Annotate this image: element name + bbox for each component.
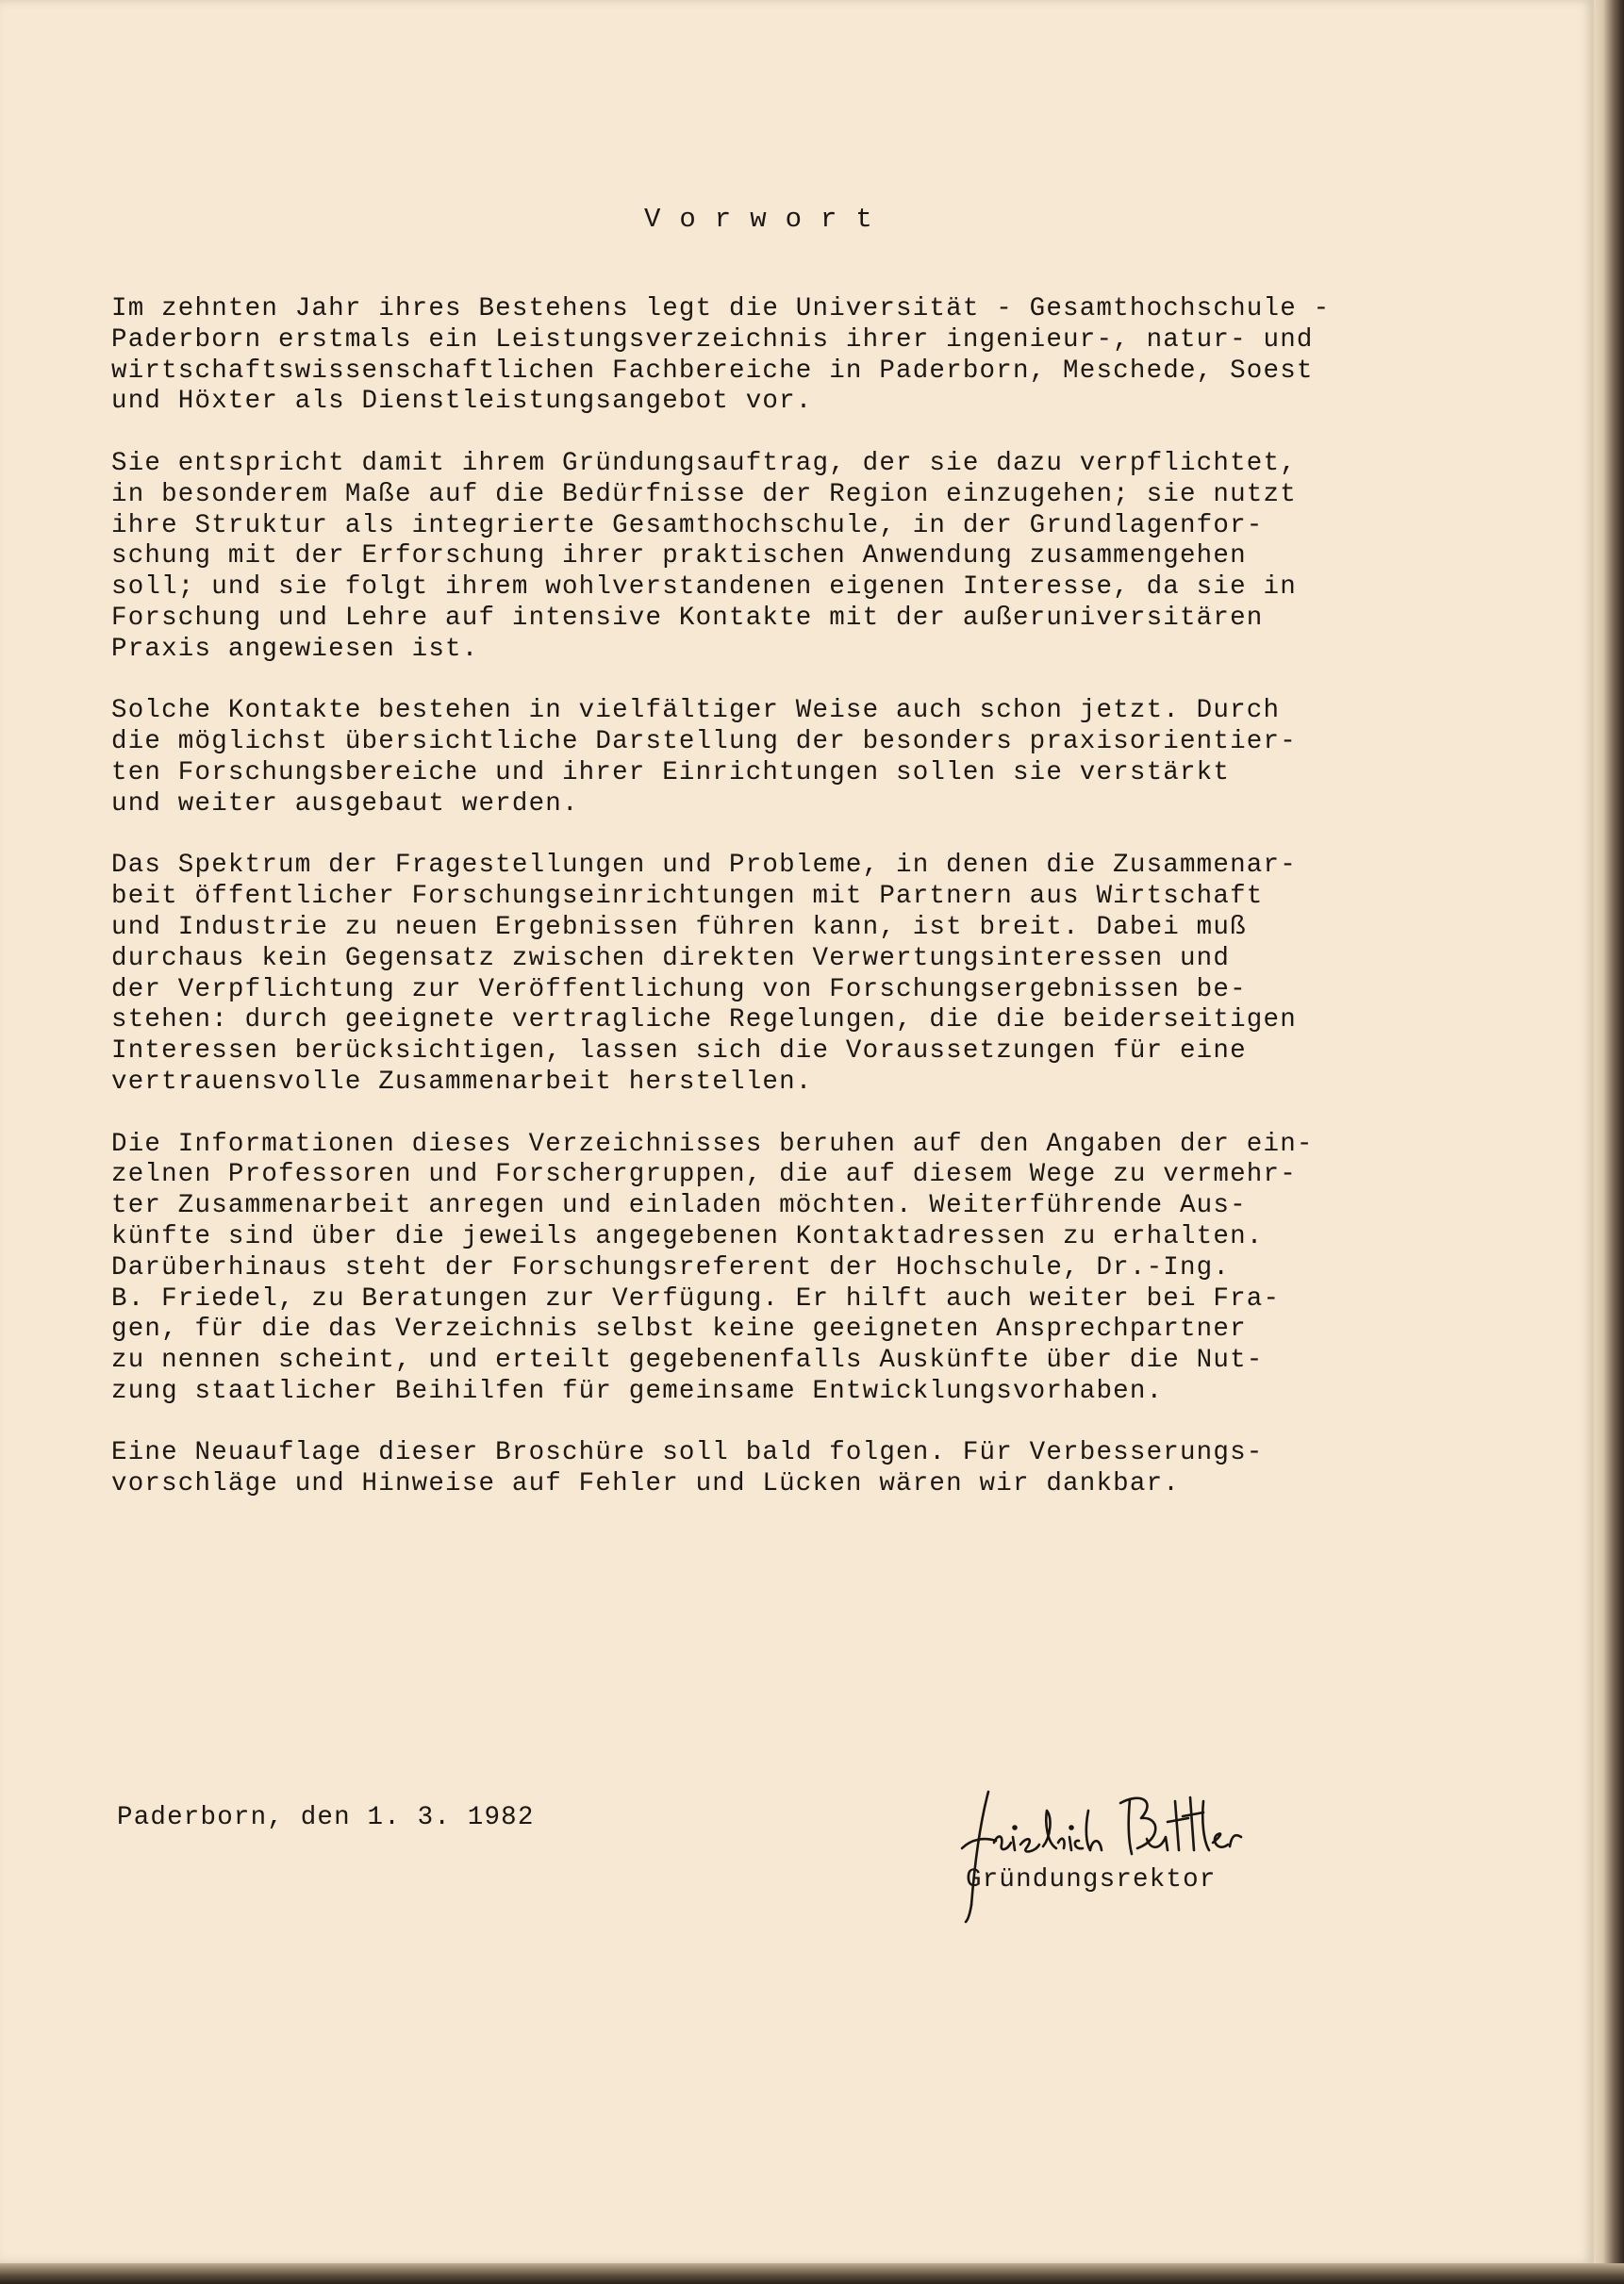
paragraph: Eine Neuauflage dieser Broschüre soll bald folgen. Für Verbesserungs- vorschläge und Hinweise auf Fehler und Lücken wären wir dankbar. — [111, 1438, 1264, 1499]
paragraph: Im zehnten Jahr ihres Bestehens legt die Universität - Gesamthochschule - Paderborn erstmals ein Leistungsverzeichnis ihrer ingenieur-, natur- und wirtschaftswissenschaftlichen Fachbereiche in Paderborn, Meschede, Soest und Höxter als Dienstleistungsangebot vor. — [111, 294, 1331, 417]
paragraph: Das Spektrum der Fragestellungen und Probleme, in denen die Zusammenar- beit öffentlicher Forschungseinrichtungen mit Partnern aus Wirtschaft und Industrie zu neuen Ergebnissen führen kann, ist breit. Dabei muß durchaus kein Gegensatz zwischen direkten Verwertungsinteressen und der Verpflichtung zur Veröffentlichung von Forschungsergebnissen be- stehen: durch geeignete vertragliche Regelungen, die die beiderseitigen Interessen berücksichtigen, lassen sich die Voraussetzungen für eine vertrauensvolle Zusammenarbeit herstellen. — [111, 851, 1297, 1097]
date-line: Paderborn, den 1. 3. 1982 — [117, 1803, 535, 1832]
signer-role: Gründungsrektor — [966, 1865, 1217, 1895]
signature — [953, 1782, 1292, 1924]
paragraph: Die Informationen dieses Verzeichnisses beruhen auf den Angaben der ein- zelnen Professoren und Forschergruppen, die auf diesem Wege zu vermehr- ter Zusammenarbeit anregen und einladen möchten. Weiterführende Aus- künfte sind über die jeweils angegebenen Kontaktadressen zu erhalten. Darüberhinaus steht der Forschungsreferent der Hochschule, Dr.-Ing. B. Friedel, zu Beratungen zur Verfügung. Er hilft auch weiter bei Fra- gen, für die das Verzeichnis selbst keine geeigneten Ansprechpartner zu nennen scheint, und erteilt gegebenenfalls Auskünfte über die Nut- zung staatlicher Beihilfen für gemeinsame Entwicklungsvorhaben. — [111, 1129, 1314, 1406]
page-edge — [1594, 0, 1624, 2284]
handwritten-signature-icon — [953, 1782, 1292, 1924]
body-text — [111, 294, 1488, 1531]
paragraph: Solche Kontakte bestehen in vielfältiger Weise auch schon jetzt. Durch die möglichst übersichtliche Darstellung der besonders praxisorientier- ten Forschungsbereiche und ihrer Einrichtungen sollen sie verstärkt und weiter ausgebaut werden. — [111, 696, 1297, 819]
paragraph: Sie entspricht damit ihrem Gründungsauftrag, der sie dazu verpflichtet, in besonderem Maße auf die Bedürfnisse der Region einzugehen; sie nutzt ihre Struktur als integrierte Gesamthochschule, in der Grundlagenfor- schung mit der Erforschung ihrer praktischen Anwendung zusammengehen soll; und sie folgt ihrem wohlverstandenen eigenen Interesse, da sie in Forschung und Lehre auf intensive Kontakte mit der außeruniversitären Praxis angewiesen ist. — [111, 448, 1297, 664]
title-text: Vorwort — [644, 204, 891, 235]
page-bottom-edge — [0, 2263, 1624, 2284]
